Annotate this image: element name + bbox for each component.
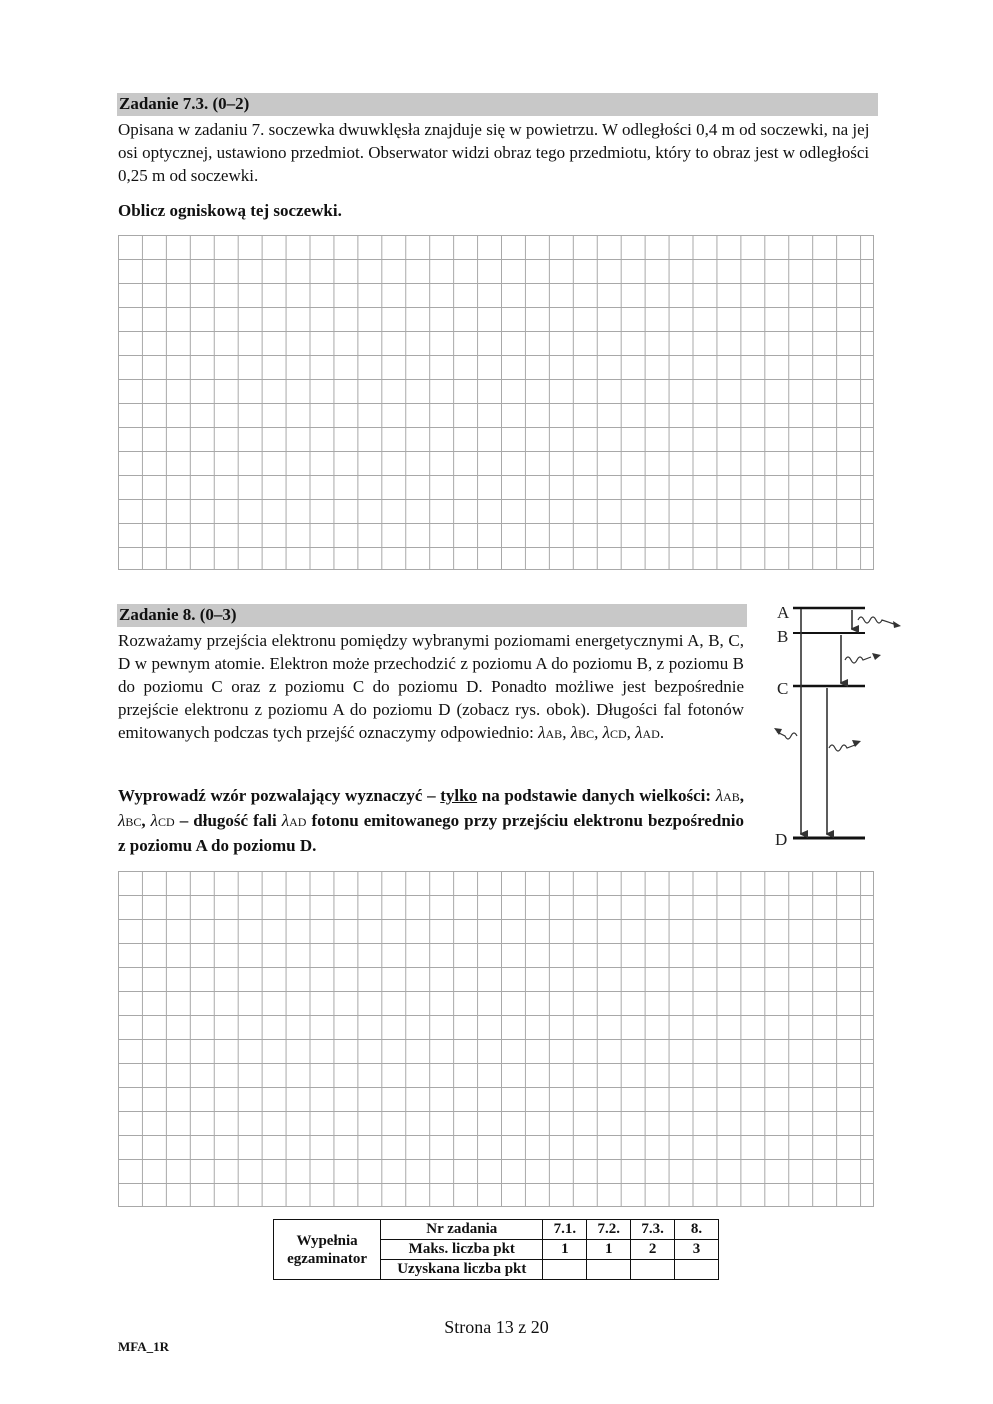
obtained-points-input[interactable] — [675, 1260, 719, 1280]
level-label-d: D — [775, 830, 788, 848]
task-8-text-main: Rozważamy przejścia elektronu pomiędzy wybranymi poziomami energetycznymi A, B, C, D w pewnym atomie. Elektron może przechodzić z poziomu A do poziomu B, z poziomu B do poziomu C oraz z poziomu C do poziomu D. Ponadto możliwe jest bezpośrednie przejście elektronu z poziomu A do poziomu D (zobacz rys. obok). Długości fal fotonów emitowanych podczas tych przejść oznaczymy odpowiednio: — [118, 631, 744, 742]
lambda-symbol: λ — [150, 811, 159, 830]
level-label-b: B — [777, 627, 789, 646]
score-table — [273, 1219, 719, 1280]
lambda-symbol: λ — [715, 786, 724, 805]
task-number-cell: 7.1. — [543, 1220, 587, 1240]
task-number-cell: 7.2. — [587, 1220, 631, 1240]
examiner-cell — [274, 1220, 381, 1280]
examiner-label-2: egzaminator — [287, 1250, 368, 1267]
separator: , — [626, 723, 636, 742]
command-part-3: – długość fali — [174, 811, 282, 830]
answer-grid-task-8[interactable] — [118, 871, 874, 1207]
period: . — [659, 723, 665, 742]
subscript-bc: BC — [578, 727, 595, 741]
lambda-symbol: λ — [570, 723, 579, 742]
level-label-c: C — [777, 679, 789, 698]
photon-wave-cd — [829, 745, 855, 751]
task-number-cell: 8. — [675, 1220, 719, 1240]
answer-grid-task-7-3[interactable] — [118, 235, 874, 570]
task-8-text — [118, 629, 744, 746]
row-label-max-points: Maks. liczba pkt — [381, 1240, 543, 1260]
photon-wave-bc — [845, 657, 871, 663]
command-part-4: fotonu emitowanego przy przejściu elektronu bezpośrednio z poziomu A do poziomu D. — [118, 811, 744, 855]
obtained-points-input[interactable] — [631, 1260, 675, 1280]
command-emphasis: tylko — [440, 786, 478, 805]
lambda-symbol: λ — [281, 811, 290, 830]
max-points-cell: 1 — [587, 1240, 631, 1260]
separator: , — [562, 723, 571, 742]
task-7-3-header: Zadanie 7.3. (0–2) — [117, 93, 878, 116]
photon-wave-ab — [858, 617, 894, 624]
lambda-symbol: λ — [118, 811, 126, 830]
level-label-a: A — [777, 603, 790, 622]
obtained-points-input[interactable] — [587, 1260, 631, 1280]
page-number: Strona 13 z 20 — [444, 1317, 549, 1337]
row-label-task-number: Nr zadania — [381, 1220, 543, 1240]
subscript-cd: CD — [609, 727, 627, 741]
subscript-bc: BC — [125, 815, 142, 829]
lambda-symbol: λ — [635, 723, 643, 742]
examiner-label-1: Wypełnia — [296, 1232, 358, 1249]
separator: , — [739, 786, 744, 805]
separator: , — [141, 811, 151, 830]
task-7-3-command: Oblicz ogniskową tej soczewki. — [118, 201, 342, 220]
subscript-ab: AB — [545, 727, 563, 741]
subscript-ab: AB — [723, 790, 740, 804]
exam-code: MFA_1R — [118, 1339, 170, 1354]
obtained-points-input[interactable] — [543, 1260, 587, 1280]
subscript-cd: CD — [158, 815, 175, 829]
task-7-3-text: Opisana w zadaniu 7. soczewka dwuwklęsła znajduje się w powietrzu. W odległości 0,4 m od soczewki, na jej osi optycznej, ustawiono przedmiot. Obserwator widzi obraz tego przedmiotu, który to obraz jest w odległości 0,25 m od soczewki. — [118, 120, 870, 185]
energy-level-diagram — [765, 598, 905, 848]
lambda-symbol: λ — [602, 723, 610, 742]
lambda-symbol: λ — [538, 723, 546, 742]
command-part-1: Wyprowadź wzór pozwalający wyznaczyć – — [118, 786, 441, 805]
subscript-ad: AD — [642, 727, 660, 741]
photon-wave-ad — [777, 732, 797, 739]
subscript-ad: AD — [289, 815, 307, 829]
max-points-cell: 1 — [543, 1240, 587, 1260]
task-8-command — [118, 784, 744, 857]
task-number-cell: 7.3. — [631, 1220, 675, 1240]
task-8-header: Zadanie 8. (0–3) — [117, 604, 747, 627]
row-label-obtained-points: Uzyskana liczba pkt — [381, 1260, 543, 1280]
max-points-cell: 3 — [675, 1240, 719, 1260]
separator: , — [594, 723, 603, 742]
command-part-2: na podstawie danych wielkości: — [477, 786, 716, 805]
max-points-cell: 2 — [631, 1240, 675, 1260]
